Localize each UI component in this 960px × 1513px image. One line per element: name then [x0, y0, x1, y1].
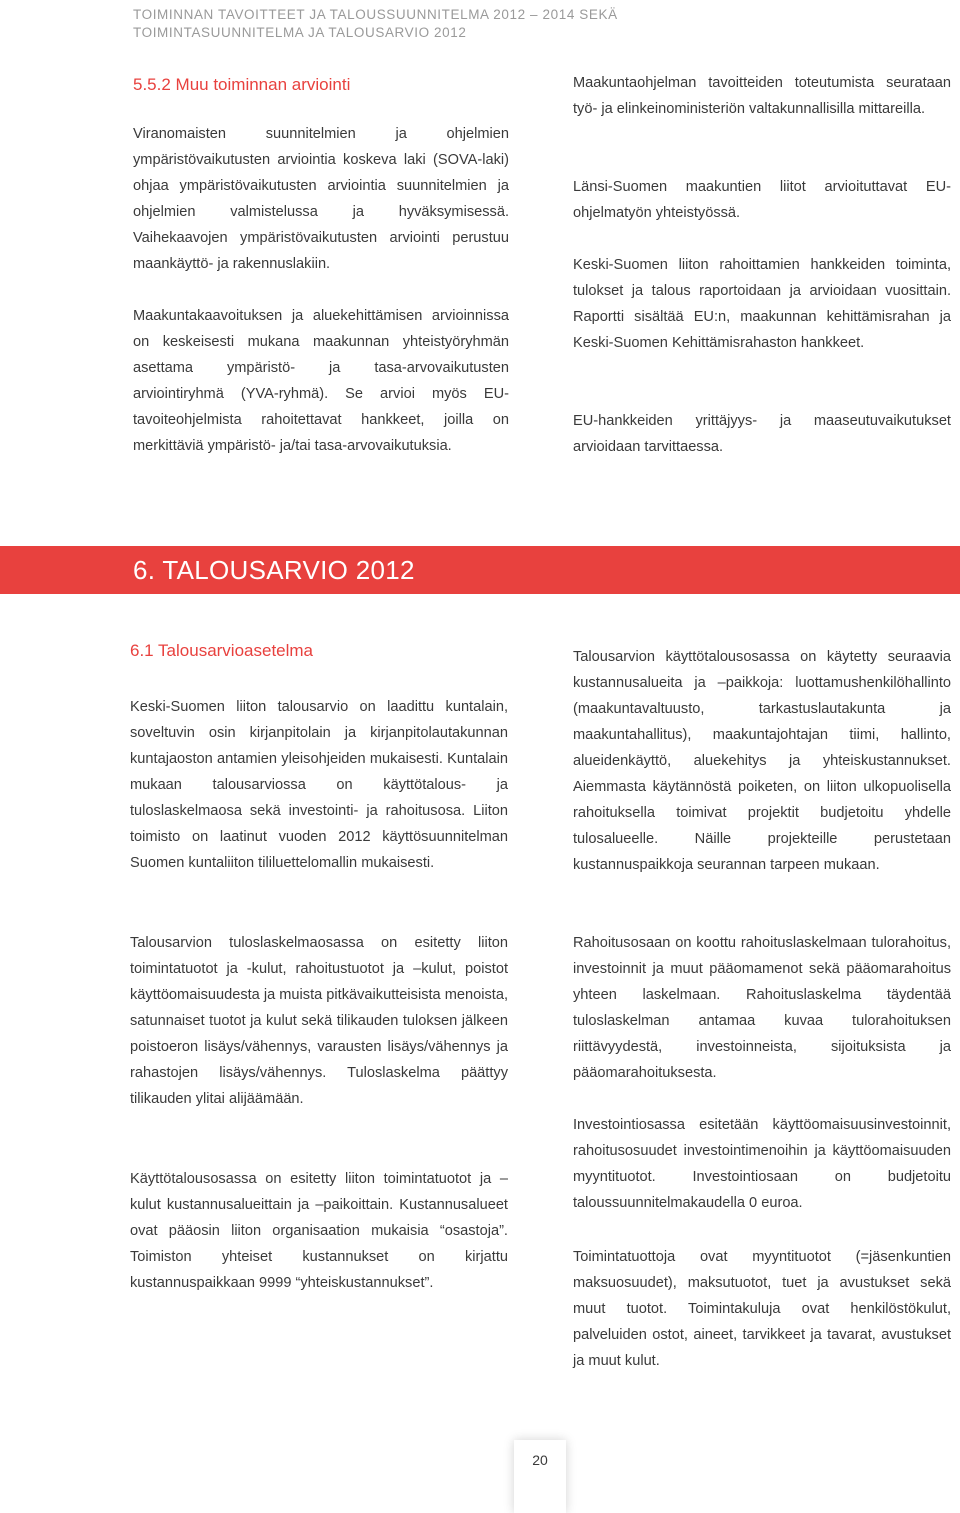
- page-number-box: [514, 1440, 566, 1513]
- section-552-paragraph-5: Keski-Suomen liiton rahoittamien hankkeiden toiminta, tulokset ja talous raportoidaan ja arvioidaan vuosittain. Raportti sisältää EU:n, maakunnan kehittämisrahan ja Keski-Suomen Kehittämisrahaston hankkeet.: [573, 257, 951, 351]
- section-552-paragraph-6: EU-hankkeiden yrittäjyys- ja maaseutuvaikutukset arvioidaan tarvittaessa.: [573, 413, 951, 455]
- section-61-paragraph-7: Toimintatuottoja ovat myyntituotot (=jäsenkuntien maksuosuudet), maksutuotot, tuet ja avustukset sekä muut tuotot. Toimintakuluja ovat henkilöstökulut, palveluiden ostot, aineet, tarvikkeet ja tavarat, avustukset ja muut kulut.: [573, 1249, 951, 1369]
- section-61-paragraph-5: Rahoitusosaan on koottu rahoituslaskelmaan tulorahoitus, investoinnit ja muut pääomamenot sekä pääomarahoitus yhteen laskelmaan. Rahoituslaskelma täydentää tuloslaskelman antamaa kuvaa tulorahoituksen riittävyydestä, investoinneista, sijoituksista ja pääomarahoituksesta.: [573, 935, 951, 1081]
- section-61-paragraph-6: Investointiosassa esitetään käyttöomaisuusinvestoinnit, rahoitusosuudet investointimenoihin ja käyttöomaisuuden myyntituotot. Investointiosaan on budjetoitu taloussuunnitelmakaudella 0 euroa.: [573, 1117, 951, 1211]
- section-552-paragraph-2: Maakuntakaavoituksen ja aluekehittämisen arvioinnissa on keskeisesti mukana maakunnan yhteistyöryhmän asettama ympäristö- ja tasa-arvovaikutusten arviointiryhmä (YVA-ryhmä). Se arvioi myös EU-tavoiteohjelmista rahoitettavat hankkeet, joilla on merkittäviä ympäristö- ja/tai tasa-arvovaikutuksia.: [133, 308, 509, 454]
- section-552-paragraph-3: Maakuntaohjelman tavoitteiden toteutumista seurataan työ- ja elinkeinoministeriön valtakunnallisilla mittareilla.: [573, 75, 951, 117]
- section-552-paragraph-4: Länsi-Suomen maakuntien liitot arvioituttavat EU-ohjelmatyön yhteistyössä.: [573, 179, 951, 221]
- section-61-paragraph-3: Käyttötalousosassa on esitetty liiton toimintatuotot ja –kulut kustannusalueittain ja –paikoittain. Kustannusalueet ovat pääosin liiton organisaation mukaisia “osastoja”. Toimiston yhteiset kustannukset on kirjattu kustannuspaikkaan 9999 “yhteiskustannukset”.: [130, 1171, 508, 1291]
- chapter-title: 6. TALOUSARVIO 2012: [133, 555, 415, 585]
- section-61-paragraph-2: Talousarvion tuloslaskelmaosassa on esitetty liiton toimintatuotot ja -kulut, rahoitustuotot ja –kulut, poistot käyttöomaisuudesta ja muista pitkävaikutteisista menoista, satunnaiset tuotot ja kulut sekä tilikauden tuloksen jälkeen poistoeron lisäys/vähennys, varausten lisäys/vähennys ja rahastojen lisäys/vähennys. Tuloslaskelma päättyy tilikauden ylitai alijäämään.: [130, 935, 508, 1107]
- running-header-line-1: TOIMINNAN TAVOITTEET JA TALOUSSUUNNITELMA 2012 – 2014 SEKÄ: [133, 7, 618, 22]
- section-61-heading: 6.1 Talousarvioasetelma: [130, 641, 314, 660]
- running-header-line-2: TOIMINTASUUNNITELMA JA TALOUSARVIO 2012: [133, 25, 467, 40]
- running-header: [133, 6, 693, 42]
- section-552-paragraph-1: Viranomaisten suunnitelmien ja ohjelmien ympäristövaikutusten arviointia koskeva laki (SOVA-laki) ohjaa ympäristövaikutusten arviointia suunnitelmien ja ohjelmien valmistelussa ja hyväksymisessä. Vaihekaavojen ympäristövaikutusten arviointi perustuu maankäyttö- ja rakennuslakiin.: [133, 126, 509, 272]
- page-number: 20: [532, 1452, 548, 1468]
- section-61-paragraph-1: Keski-Suomen liiton talousarvio on laadittu kuntalain, soveltuvin osin kirjanpitolain ja kirjanpitolautakunnan kuntajaoston antamien yleisohjeiden mukaisesti. Kuntalain mukaan talousarviossa on käyttötalous- ja tuloslaskelmaosa sekä investointi- ja rahoitusosa. Liiton toimisto on laatinut vuoden 2012 käyttösuunnitelman Suomen kuntaliiton tililuettelomallin mukaisesti.: [130, 699, 508, 871]
- section-61-paragraph-4: Talousarvion käyttötalousosassa on käytetty seuraavia kustannusalueita ja –paikkoja: luottamushenkilöhallinto (maakuntavaltuusto, tarkastuslautakunta ja maakuntahallitus), maakuntajohtajan tiimi, hallinto, alueidenkäyttö, aluekehitys ja yhteiskustannukset. Aiemmasta käytännöstä poiketen, on liiton ulkopuolisella rahoituksella toimivat projektit budjetoitu yhdelle tulosalueelle. Näille projekteille perustetaan kustannuspaikkoja seurannan tarpeen mukaan.: [573, 649, 951, 873]
- chapter-banner: [0, 546, 960, 594]
- section-552-heading: 5.5.2 Muu toiminnan arviointi: [133, 75, 351, 94]
